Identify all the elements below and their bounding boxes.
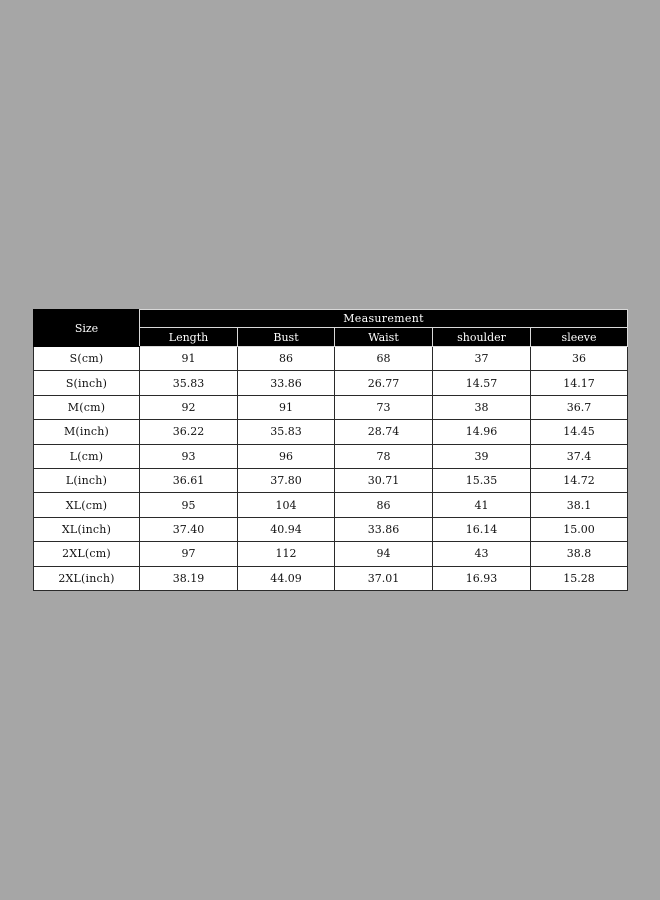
waist-value-cell: 33.86 — [335, 517, 433, 541]
table-row — [34, 371, 628, 395]
shoulder-value-cell: 14.96 — [433, 420, 531, 444]
bust-value-cell: 44.09 — [238, 566, 335, 590]
column-header-waist: Waist — [335, 328, 433, 347]
table-row — [34, 395, 628, 419]
bust-value-cell: 91 — [238, 395, 335, 419]
size-label-cell: 2XL(cm) — [34, 542, 140, 566]
table-row — [34, 566, 628, 590]
table-row — [34, 444, 628, 468]
length-value-cell: 97 — [140, 542, 238, 566]
size-label-cell: XL(inch) — [34, 517, 140, 541]
length-value-cell: 93 — [140, 444, 238, 468]
column-header-length: Length — [140, 328, 238, 347]
shoulder-value-cell: 43 — [433, 542, 531, 566]
sleeve-value-cell: 38.8 — [531, 542, 628, 566]
sleeve-value-cell: 36.7 — [531, 395, 628, 419]
column-header-bust: Bust — [238, 328, 335, 347]
bust-value-cell: 86 — [238, 347, 335, 371]
table-row — [34, 493, 628, 517]
table-row — [34, 517, 628, 541]
waist-value-cell: 86 — [335, 493, 433, 517]
bust-value-cell: 112 — [238, 542, 335, 566]
column-header-shoulder: shoulder — [433, 328, 531, 347]
length-value-cell: 92 — [140, 395, 238, 419]
length-value-cell: 36.61 — [140, 468, 238, 492]
waist-value-cell: 26.77 — [335, 371, 433, 395]
length-value-cell: 36.22 — [140, 420, 238, 444]
shoulder-value-cell: 38 — [433, 395, 531, 419]
shoulder-value-cell: 15.35 — [433, 468, 531, 492]
waist-value-cell: 73 — [335, 395, 433, 419]
size-column-header: Size — [34, 310, 140, 347]
size-chart-body — [34, 310, 628, 591]
waist-value-cell: 37.01 — [335, 566, 433, 590]
size-label-cell: XL(cm) — [34, 493, 140, 517]
bust-value-cell: 35.83 — [238, 420, 335, 444]
sleeve-value-cell: 37.4 — [531, 444, 628, 468]
shoulder-value-cell: 41 — [433, 493, 531, 517]
waist-value-cell: 28.74 — [335, 420, 433, 444]
table-row — [34, 347, 628, 371]
sleeve-value-cell: 14.72 — [531, 468, 628, 492]
waist-value-cell: 94 — [335, 542, 433, 566]
table-row — [34, 542, 628, 566]
bust-value-cell: 33.86 — [238, 371, 335, 395]
sleeve-value-cell: 36 — [531, 347, 628, 371]
shoulder-value-cell: 14.57 — [433, 371, 531, 395]
sleeve-value-cell: 15.28 — [531, 566, 628, 590]
size-label-cell: L(inch) — [34, 468, 140, 492]
length-value-cell: 95 — [140, 493, 238, 517]
waist-value-cell: 68 — [335, 347, 433, 371]
shoulder-value-cell: 37 — [433, 347, 531, 371]
length-value-cell: 35.83 — [140, 371, 238, 395]
length-value-cell: 37.40 — [140, 517, 238, 541]
column-header-sleeve: sleeve — [531, 328, 628, 347]
measurement-group-header: Measurement — [140, 310, 628, 328]
bust-value-cell: 40.94 — [238, 517, 335, 541]
sleeve-value-cell: 15.00 — [531, 517, 628, 541]
table-row — [34, 420, 628, 444]
size-chart-table — [33, 309, 628, 591]
sleeve-value-cell: 38.1 — [531, 493, 628, 517]
size-label-cell: S(inch) — [34, 371, 140, 395]
size-label-cell: S(cm) — [34, 347, 140, 371]
sleeve-value-cell: 14.17 — [531, 371, 628, 395]
shoulder-value-cell: 16.14 — [433, 517, 531, 541]
bust-value-cell: 104 — [238, 493, 335, 517]
size-label-cell: L(cm) — [34, 444, 140, 468]
size-label-cell: 2XL(inch) — [34, 566, 140, 590]
sleeve-value-cell: 14.45 — [531, 420, 628, 444]
size-label-cell: M(inch) — [34, 420, 140, 444]
table-row — [34, 468, 628, 492]
size-label-cell: M(cm) — [34, 395, 140, 419]
length-value-cell: 38.19 — [140, 566, 238, 590]
shoulder-value-cell: 16.93 — [433, 566, 531, 590]
bust-value-cell: 37.80 — [238, 468, 335, 492]
waist-value-cell: 78 — [335, 444, 433, 468]
header-row-group — [34, 310, 628, 328]
length-value-cell: 91 — [140, 347, 238, 371]
waist-value-cell: 30.71 — [335, 468, 433, 492]
bust-value-cell: 96 — [238, 444, 335, 468]
shoulder-value-cell: 39 — [433, 444, 531, 468]
